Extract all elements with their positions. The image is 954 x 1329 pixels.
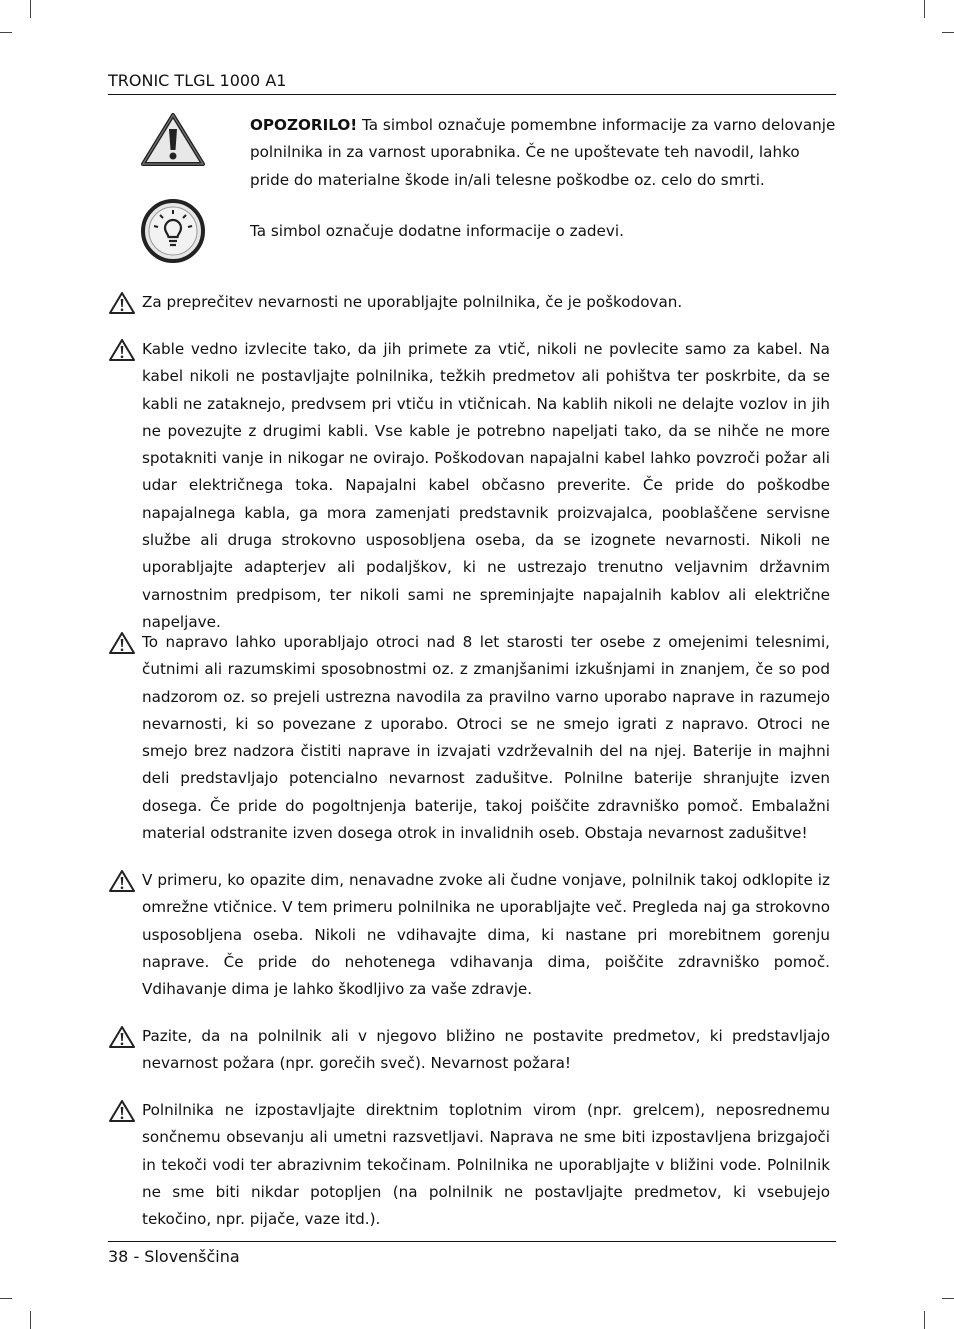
safety-item bbox=[108, 1097, 830, 1233]
safety-item bbox=[108, 629, 830, 847]
warning-description: Ta simbol označuje pomembne informacije za varno delovanje polnilnika in za varnost uporabnika. Če ne upoštevate teh navodil, lahko pride do materialne škode in/ali telesne poškodbe oz. celo do smrti. bbox=[250, 116, 836, 189]
safety-item-text: Polnilnika ne izpostavljajte direktnim toplotnim virom (npr. grelcem), neposrednemu sončnemu obsevanju ali umetni razsvetljavi. Naprava ne sme biti izpostavljena brizgajoči in tekoči vodi ter abrazivnim tekočinam. Polnilnika ne uporabljajte v bližini vode. Polnilnik ne sme biti nikdar potopljen (na polnilnik ne postavljajte predmetov, ki vsebujejo tekočino, npr. pijače, vaze itd.). bbox=[142, 1101, 830, 1229]
warning-triangle-icon bbox=[108, 291, 136, 319]
crop-mark bbox=[30, 0, 31, 18]
safety-item bbox=[108, 336, 830, 636]
page-header bbox=[108, 70, 836, 95]
warning-triangle-icon bbox=[108, 1099, 136, 1127]
warning-triangle-icon bbox=[108, 1025, 136, 1053]
safety-item bbox=[108, 289, 830, 316]
lightbulb-icon bbox=[140, 198, 206, 268]
warning-triangle-icon bbox=[108, 869, 136, 897]
safety-item-text: Za preprečitev nevarnosti ne uporabljajte polnilnika, če je poškodovan. bbox=[142, 293, 683, 311]
page-number: 38 - Slovenščina bbox=[108, 1247, 240, 1266]
warning-triangle-icon bbox=[108, 338, 136, 366]
warning-triangle-icon bbox=[140, 112, 206, 172]
header-title: TRONIC TLGL 1000 A1 bbox=[108, 71, 287, 90]
safety-item-text: To napravo lahko uporabljajo otroci nad 8 let starosti ter osebe z omejenimi telesnimi, čutnimi ali razumskimi sposobnostmi oz. z zmanjšanimi izkušnjami in znanjem, če so pod nadzorom oz. so prejeli ustrezna navodila za pravilno varno uporabo naprave in razumejo nevarnosti, ki so povezane z uporabo. Otroci se ne smejo igrati z napravo. Otroci ne smejo brez nadzora čistiti naprave in izvajati vzdrževalnih del na njej. Baterije in majhni deli predstavljajo potencialno nevarnost zadušitve. Polnilne baterije shranjujte izven dosega. Če pride do pogoltnjenja baterije, takoj poiščite zdravniško pomoč. Embalažni material odstranite izven dosega otrok in invalidnih oseb. Obstaja nevarnost zadušitve! bbox=[142, 633, 830, 843]
crop-mark bbox=[0, 1298, 12, 1299]
crop-mark bbox=[942, 32, 954, 33]
crop-mark bbox=[942, 1298, 954, 1299]
crop-mark bbox=[924, 1311, 925, 1329]
safety-item-text: Kable vedno izvlecite tako, da jih primete za vtič, nikoli ne povlecite samo za kabel. Na kabel nikoli ne postavljajte polnilnika, težkih predmetov ali pohištva ter poskrbite, da se kabli ne zataknejo, predvsem pri vtiču in vtičnicah. Na kablih nikoli ne delajte vozlov in jih ne povezujte z drugimi kabli. Vse kable je potrebno napeljati tako, da se nihče ne more spotakniti vanje in nikogar ne ovirajo. Poškodovan napajalni kabel lahko povzroči požar ali udar električnega toka. Napajalni kabel občasno preverite. Če pride do poškodbe napajalnega kabla, ga mora zamenjati predstavnik proizvajalca, pooblaščene servisne službe ali druga strokovno usposobljena oseba, da se izognete nevarnosti. Nikoli ne uporabljajte adapterjev ali podaljškov, ki ne ustrezajo trenutno veljavnim državnim varnostnim predpisom, ter nikoli sami ne spreminjajte napajalnih kablov ali električne napeljave. bbox=[142, 340, 830, 631]
warning-triangle-icon bbox=[108, 631, 136, 659]
safety-item-text: V primeru, ko opazite dim, nenavadne zvoke ali čudne vonjave, polnilnik takoj odklopite iz omrežne vtičnice. V tem primeru polnilnika ne uporabljajte več. Pregleda naj ga strokovno usposobljena oseba. Nikoli ne vdihavajte dima, ki nastane pri morebitnem gorenju naprave. Če pride do nehotenega vdihavanja dima, poiščite zdravniško pomoč. Vdihavanje dima je lahko škodljivo za vaše zdravje. bbox=[142, 871, 830, 999]
legend-warning-text bbox=[250, 112, 840, 194]
page-footer bbox=[108, 1241, 836, 1268]
crop-mark bbox=[30, 1311, 31, 1329]
safety-item bbox=[108, 867, 830, 1003]
crop-mark bbox=[924, 0, 925, 18]
safety-item-text: Pazite, da na polnilnik ali v njegovo bližino ne postavite predmetov, ki predstavljajo nevarnost požara (npr. gorečih sveč). Nevarnost požara! bbox=[142, 1027, 830, 1073]
crop-mark bbox=[0, 32, 12, 33]
legend-info-text: Ta simbol označuje dodatne informacije o zadevi. bbox=[250, 222, 624, 240]
safety-item bbox=[108, 1023, 830, 1078]
warning-label: OPOZORILO! bbox=[250, 116, 358, 134]
